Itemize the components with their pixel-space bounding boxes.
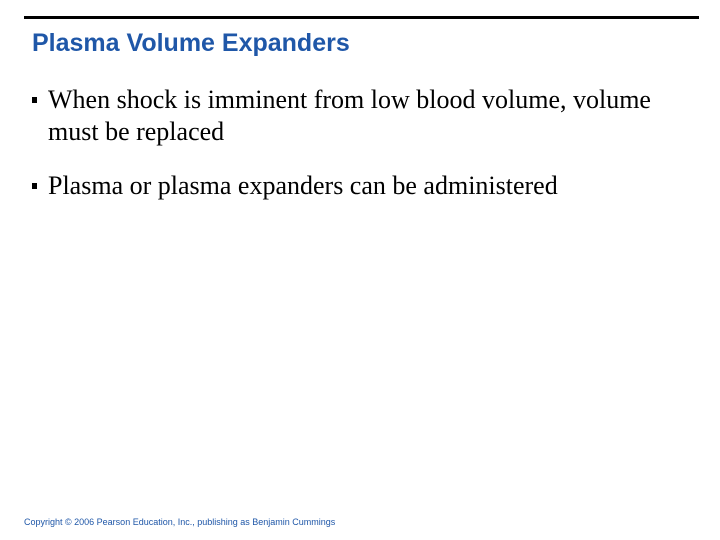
title-divider-line	[24, 16, 699, 19]
bullet-text-2: Plasma or plasma expanders can be administered	[48, 171, 558, 200]
slide-title: Plasma Volume Expanders	[32, 29, 350, 57]
copyright-footer: Copyright © 2006 Pearson Education, Inc., publishing as Benjamin Cummings	[24, 517, 336, 527]
bullet-item-1	[32, 84, 692, 148]
bullet-list	[32, 84, 692, 224]
bullet-item-2	[32, 170, 692, 202]
square-bullet-icon	[32, 183, 37, 189]
square-bullet-icon	[32, 97, 37, 103]
bullet-text-1: When shock is imminent from low blood volume, volume must be replaced	[48, 85, 651, 146]
